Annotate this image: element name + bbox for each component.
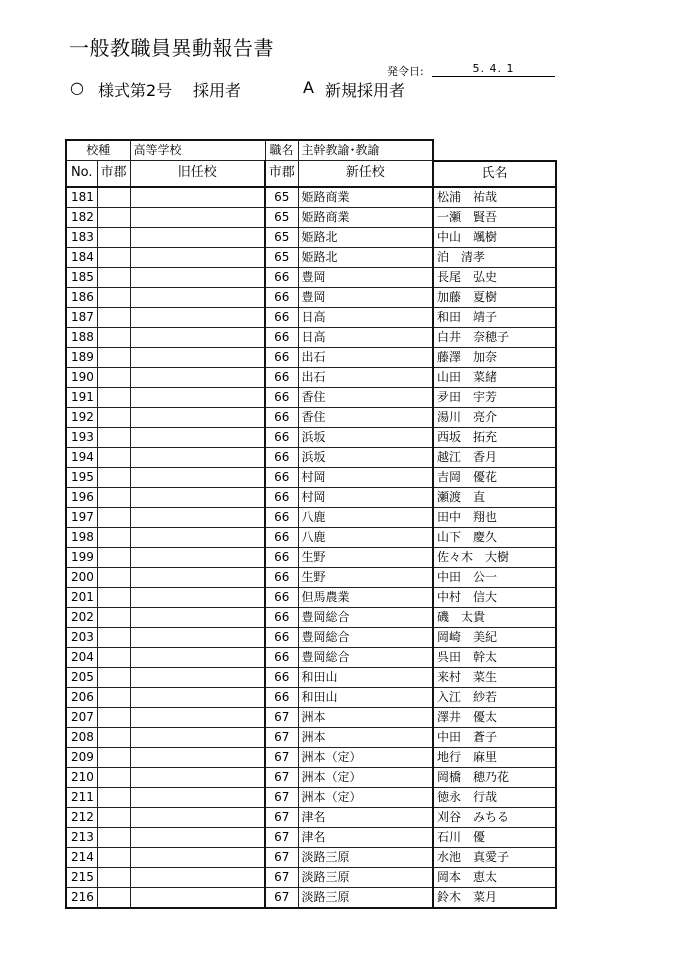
cell-new-district: 66 [265,607,298,627]
table-row [66,887,556,908]
cell-old-district [97,467,130,487]
cell-no: 189 [66,347,97,367]
cell-new-school: 村岡 [298,487,433,507]
cell-old-district [97,287,130,307]
cell-name: 佐々木 大樹 [433,547,556,567]
cell-old-school [130,207,265,227]
cell-no: 204 [66,647,97,667]
cell-new-school: 豊岡総合 [298,647,433,667]
cell-old-district [97,747,130,767]
cell-no: 191 [66,387,97,407]
cell-old-school [130,327,265,347]
cell-new-school: 八鹿 [298,527,433,547]
cell-old-school [130,367,265,387]
document-title: 一般教職員異動報告書 [69,36,274,60]
cell-name: 徳永 行哉 [433,787,556,807]
cell-new-school: 洲本（定） [298,747,433,767]
cell-name: 中村 信大 [433,587,556,607]
cell-new-district: 67 [265,707,298,727]
cell-new-school: 但馬農業 [298,587,433,607]
cell-name: 山田 菜緒 [433,367,556,387]
cell-new-school: 洲本 [298,707,433,727]
table-row [66,527,556,547]
cell-no: 208 [66,727,97,747]
cell-new-school: 淡路三原 [298,847,433,867]
cell-name: 中田 公一 [433,567,556,587]
cell-no: 213 [66,827,97,847]
cell-name: 田中 翔也 [433,507,556,527]
table-row [66,707,556,727]
cell-name: 石川 優 [433,827,556,847]
cell-new-school: 豊岡総合 [298,627,433,647]
table-row [66,787,556,807]
cell-old-school [130,227,265,247]
cell-name: 山下 慶久 [433,527,556,547]
cell-old-school [130,767,265,787]
cell-new-school: 村岡 [298,467,433,487]
cell-name: 中田 蒼子 [433,727,556,747]
cell-old-district [97,627,130,647]
transfer-report-table [65,139,557,909]
table-row [66,347,556,367]
cell-name: 磯 太貴 [433,607,556,627]
transfer-category: 採用者 [193,81,242,100]
cell-new-district: 66 [265,487,298,507]
table-row [66,267,556,287]
cell-no: 214 [66,847,97,867]
cell-name: 松浦 祐哉 [433,187,556,208]
position-label: 職名 [265,140,298,161]
table-row [66,727,556,747]
column-header-row [66,161,556,187]
table-row [66,507,556,527]
cell-old-district [97,387,130,407]
cell-new-district: 66 [265,567,298,587]
cell-old-school [130,887,265,908]
table-row [66,387,556,407]
cell-name: 和田 靖子 [433,307,556,327]
cell-name: 呉田 幹太 [433,647,556,667]
cell-old-district [97,727,130,747]
cell-new-school: 洲本（定） [298,767,433,787]
cell-old-district [97,487,130,507]
cell-old-school [130,527,265,547]
cell-new-district: 67 [265,827,298,847]
cell-old-district [97,327,130,347]
table-row [66,687,556,707]
cell-new-district: 66 [265,307,298,327]
table-row [66,307,556,327]
cell-new-district: 66 [265,587,298,607]
school-type-label: 校種 [66,140,130,161]
cell-new-school: 出石 [298,367,433,387]
cell-no: 198 [66,527,97,547]
cell-new-school: 香住 [298,407,433,427]
cell-name: 鈴木 菜月 [433,887,556,908]
cell-old-district [97,807,130,827]
cell-old-district [97,787,130,807]
cell-old-school [130,627,265,647]
table-row [66,367,556,387]
cell-old-district [97,687,130,707]
table-row [66,547,556,567]
cell-no: 206 [66,687,97,707]
cell-no: 186 [66,287,97,307]
cell-name: 一瀬 賢吾 [433,207,556,227]
column-header-old-school: 旧任校 [130,161,265,187]
table-row [66,767,556,787]
table-row [66,287,556,307]
cell-new-district: 67 [265,807,298,827]
cell-new-school: 生野 [298,567,433,587]
cell-old-school [130,447,265,467]
cell-old-district [97,847,130,867]
circle-marker-icon: ○ [70,78,84,97]
cell-no: 185 [66,267,97,287]
cell-old-school [130,507,265,527]
cell-old-district [97,227,130,247]
cell-old-school [130,787,265,807]
school-type-value: 高等学校 [130,140,265,161]
cell-no: 209 [66,747,97,767]
cell-no: 196 [66,487,97,507]
cell-new-school: 淡路三原 [298,887,433,908]
cell-old-district [97,547,130,567]
table-row [66,207,556,227]
cell-new-school: 日高 [298,327,433,347]
cell-new-district: 66 [265,507,298,527]
cell-name: 刈谷 みちる [433,807,556,827]
table-row [66,447,556,467]
cell-new-school: 洲本 [298,727,433,747]
cell-name: 岡本 恵太 [433,867,556,887]
cell-new-district: 67 [265,867,298,887]
meta-row [66,140,556,161]
cell-no: 216 [66,887,97,908]
cell-no: 192 [66,407,97,427]
cell-name: 岡橋 穂乃花 [433,767,556,787]
cell-old-school [130,407,265,427]
cell-name: 白井 奈穂子 [433,327,556,347]
cell-new-school: 津名 [298,807,433,827]
cell-new-district: 66 [265,287,298,307]
cell-old-district [97,767,130,787]
table-row [66,407,556,427]
cell-old-school [130,547,265,567]
cell-new-district: 66 [265,327,298,347]
cell-new-school: 姫路北 [298,227,433,247]
cell-old-school [130,647,265,667]
cell-old-district [97,527,130,547]
position-value: 主幹教諭･教諭 [298,140,433,161]
cell-new-school: 洲本（定） [298,787,433,807]
cell-name: 越江 香月 [433,447,556,467]
issue-date-label: 発令日: [387,65,424,78]
cell-old-district [97,367,130,387]
table-row [66,487,556,507]
cell-new-district: 66 [265,527,298,547]
cell-no: 205 [66,667,97,687]
column-header-old-district: 市郡 [97,161,130,187]
cell-old-school [130,867,265,887]
cell-old-school [130,607,265,627]
cell-old-district [97,667,130,687]
cell-new-district: 65 [265,247,298,267]
table-row [66,187,556,208]
cell-new-school: 生野 [298,547,433,567]
cell-new-school: 津名 [298,827,433,847]
cell-name: 中山 颯樹 [433,227,556,247]
table-row [66,627,556,647]
cell-no: 202 [66,607,97,627]
cell-new-district: 67 [265,787,298,807]
cell-new-district: 66 [265,547,298,567]
cell-new-school: 日高 [298,307,433,327]
cell-old-school [130,387,265,407]
cell-old-district [97,207,130,227]
table-row [66,467,556,487]
cell-old-district [97,587,130,607]
cell-old-school [130,807,265,827]
cell-old-district [97,507,130,527]
cell-old-school [130,267,265,287]
cell-old-school [130,307,265,327]
cell-name: 湯川 亮介 [433,407,556,427]
cell-no: 188 [66,327,97,347]
table-row [66,807,556,827]
cell-new-school: 八鹿 [298,507,433,527]
cell-no: 184 [66,247,97,267]
cell-new-school: 姫路商業 [298,187,433,208]
cell-name: 長尾 弘史 [433,267,556,287]
table-row [66,647,556,667]
cell-no: 200 [66,567,97,587]
table-row [66,427,556,447]
table-row [66,827,556,847]
cell-new-school: 豊岡総合 [298,607,433,627]
cell-old-school [130,487,265,507]
cell-new-school: 香住 [298,387,433,407]
cell-new-district: 65 [265,187,298,208]
cell-no: 201 [66,587,97,607]
cell-old-district [97,407,130,427]
cell-no: 195 [66,467,97,487]
cell-name: 吉岡 優花 [433,467,556,487]
cell-old-school [130,687,265,707]
cell-name: 夛田 宇芳 [433,387,556,407]
cell-name: 入江 紗若 [433,687,556,707]
cell-new-district: 66 [265,687,298,707]
cell-old-district [97,427,130,447]
column-header-new-school: 新任校 [298,161,433,187]
cell-no: 210 [66,767,97,787]
cell-old-district [97,827,130,847]
cell-old-school [130,347,265,367]
meta-blank-cell [433,140,556,161]
table-row [66,587,556,607]
cell-name: 岡崎 美紀 [433,627,556,647]
cell-name: 藤澤 加奈 [433,347,556,367]
transfer-type-code: A [303,78,314,97]
cell-old-school [130,667,265,687]
cell-name: 泊 清孝 [433,247,556,267]
cell-old-school [130,587,265,607]
cell-new-school: 豊岡 [298,267,433,287]
cell-no: 211 [66,787,97,807]
table-row [66,227,556,247]
cell-new-district: 66 [265,347,298,367]
column-header-new-district: 市郡 [265,161,298,187]
cell-new-school: 出石 [298,347,433,367]
cell-new-district: 66 [265,407,298,427]
cell-new-district: 66 [265,267,298,287]
cell-old-district [97,307,130,327]
cell-old-school [130,247,265,267]
cell-new-school: 淡路三原 [298,867,433,887]
cell-new-district: 67 [265,847,298,867]
cell-old-school [130,567,265,587]
cell-new-district: 65 [265,227,298,247]
cell-no: 181 [66,187,97,208]
cell-no: 207 [66,707,97,727]
cell-name: 加藤 夏樹 [433,287,556,307]
cell-no: 182 [66,207,97,227]
cell-old-school [130,847,265,867]
cell-old-district [97,887,130,908]
cell-no: 197 [66,507,97,527]
cell-new-district: 67 [265,887,298,908]
table-row [66,567,556,587]
cell-name: 水池 真愛子 [433,847,556,867]
cell-old-school [130,187,265,208]
table-row [66,607,556,627]
cell-new-district: 66 [265,647,298,667]
cell-old-school [130,287,265,307]
form-number: 様式第2号 [98,81,173,100]
cell-no: 194 [66,447,97,467]
cell-no: 190 [66,367,97,387]
cell-new-school: 姫路商業 [298,207,433,227]
cell-name: 西坂 拓充 [433,427,556,447]
cell-old-school [130,427,265,447]
cell-old-district [97,247,130,267]
issue-date-value: 5. 4. 1 [432,63,555,77]
cell-new-district: 66 [265,427,298,447]
table-row [66,847,556,867]
cell-new-district: 66 [265,467,298,487]
cell-new-district: 66 [265,367,298,387]
cell-old-district [97,607,130,627]
cell-new-district: 67 [265,747,298,767]
cell-new-district: 67 [265,767,298,787]
cell-old-district [97,647,130,667]
cell-old-district [97,707,130,727]
cell-name: 来村 菜生 [433,667,556,687]
column-header-name: 氏名 [433,161,556,187]
table-row [66,667,556,687]
cell-old-district [97,567,130,587]
cell-name: 澤井 優太 [433,707,556,727]
cell-new-district: 65 [265,207,298,227]
cell-old-district [97,447,130,467]
cell-no: 193 [66,427,97,447]
cell-old-district [97,867,130,887]
cell-no: 183 [66,227,97,247]
cell-new-school: 浜坂 [298,447,433,467]
cell-name: 地行 麻里 [433,747,556,767]
cell-name: 瀬渡 直 [433,487,556,507]
cell-old-school [130,467,265,487]
cell-new-district: 67 [265,727,298,747]
cell-no: 187 [66,307,97,327]
cell-no: 199 [66,547,97,567]
cell-new-school: 豊岡 [298,287,433,307]
cell-new-district: 66 [265,627,298,647]
cell-new-district: 66 [265,667,298,687]
cell-old-school [130,747,265,767]
table-row [66,327,556,347]
cell-old-district [97,267,130,287]
table-row [66,867,556,887]
column-header-no: No. [66,161,97,187]
cell-no: 203 [66,627,97,647]
cell-new-school: 姫路北 [298,247,433,267]
transfer-type-label: 新規採用者 [325,81,406,100]
table-row [66,247,556,267]
cell-old-district [97,187,130,208]
cell-new-school: 和田山 [298,667,433,687]
cell-new-school: 和田山 [298,687,433,707]
cell-old-school [130,727,265,747]
cell-new-district: 66 [265,447,298,467]
cell-old-school [130,707,265,727]
cell-old-district [97,347,130,367]
cell-new-district: 66 [265,387,298,407]
cell-old-school [130,827,265,847]
table-row [66,747,556,767]
cell-new-school: 浜坂 [298,427,433,447]
cell-no: 212 [66,807,97,827]
cell-no: 215 [66,867,97,887]
